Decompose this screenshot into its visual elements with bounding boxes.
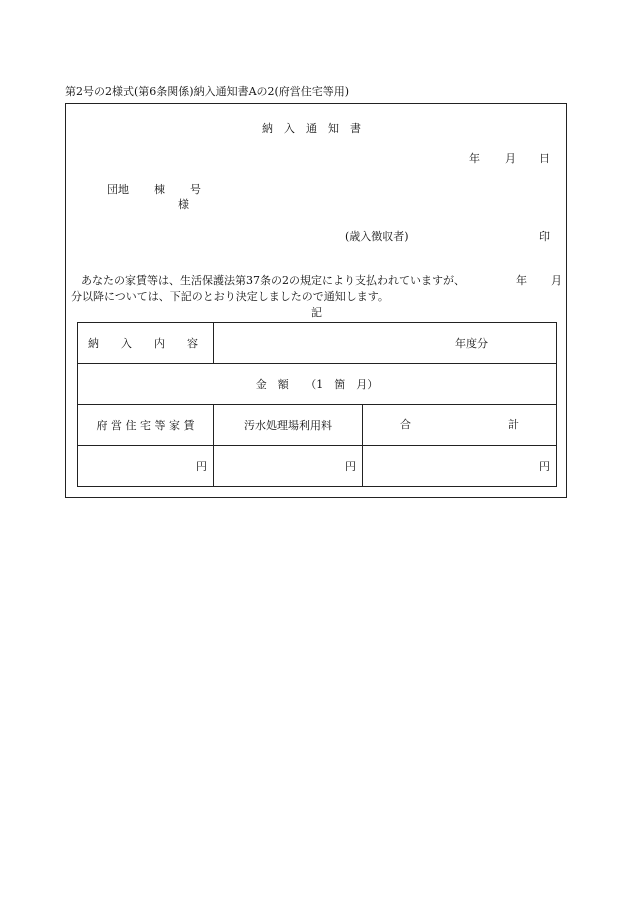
rent-header-cell bbox=[78, 405, 214, 446]
content-label: 納 入 内 容 bbox=[88, 337, 198, 350]
sewage-header: 汚水処理場利用料 bbox=[244, 419, 332, 432]
total-amount-cell bbox=[363, 446, 557, 487]
yen-unit: 円 bbox=[539, 460, 550, 473]
sewage-amount-cell bbox=[214, 446, 363, 487]
seal-mark: 印 bbox=[539, 230, 550, 243]
date-year: 年 bbox=[469, 152, 480, 165]
recipient-number: 号 bbox=[190, 183, 201, 196]
fiscal-year-cell bbox=[214, 323, 557, 364]
date-day: 日 bbox=[539, 152, 550, 165]
total-header-2: 計 bbox=[508, 418, 519, 431]
table-row bbox=[78, 364, 557, 405]
sewage-header-cell bbox=[214, 405, 363, 446]
recipient-building: 棟 bbox=[154, 183, 165, 196]
body-line-1: あなたの家賃等は、生活保護法第37条の2の規定により支払われていますが、 bbox=[81, 274, 465, 287]
rent-amount-cell bbox=[78, 446, 214, 487]
total-header-cell bbox=[363, 405, 557, 446]
table-row bbox=[78, 323, 557, 364]
body-month: 月 bbox=[551, 274, 562, 287]
body-year: 年 bbox=[516, 274, 527, 287]
yen-unit: 円 bbox=[345, 460, 356, 473]
form-caption: 第2号の2様式(第6条関係)納入通知書Aの2(府営住宅等用) bbox=[65, 85, 350, 98]
rent-header: 府 営 住 宅 等 家 賃 bbox=[96, 419, 195, 432]
amount-label: 金 額 （1 箇 月） bbox=[255, 378, 379, 391]
table-row bbox=[78, 405, 557, 446]
content-label-cell bbox=[78, 323, 214, 364]
table-row bbox=[78, 446, 557, 487]
ki-marker: 記 bbox=[311, 306, 322, 319]
date-month: 月 bbox=[505, 152, 516, 165]
recipient-danchi: 団地 bbox=[107, 183, 129, 196]
recipient-honorific: 様 bbox=[178, 198, 189, 211]
amount-label-cell bbox=[78, 364, 557, 405]
document-title: 納 入 通 知 書 bbox=[262, 122, 361, 135]
body-line-2: 分以降については、下記のとおり決定しましたので通知します。 bbox=[71, 290, 389, 303]
fiscal-year-label: 年度分 bbox=[455, 337, 488, 350]
collector-label: (歳入徴収者) bbox=[345, 230, 409, 243]
yen-unit: 円 bbox=[196, 460, 207, 473]
total-header-1: 合 bbox=[400, 418, 411, 431]
payment-detail-table bbox=[77, 322, 557, 487]
